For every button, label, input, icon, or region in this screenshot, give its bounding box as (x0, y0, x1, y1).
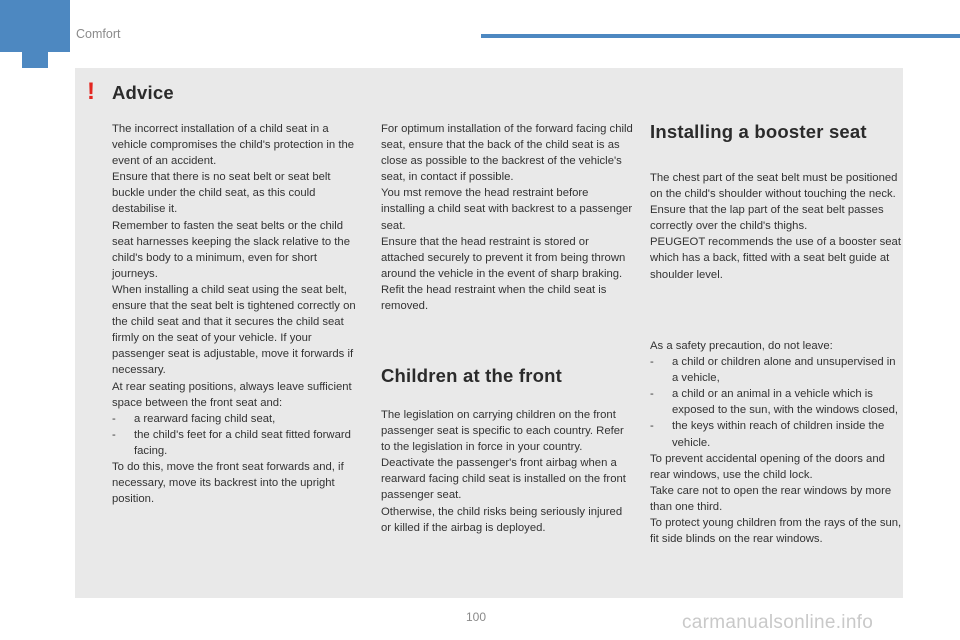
safety-precautions-text (650, 338, 902, 547)
list-item: - a child or children alone and unsupervised in a vehicle, (650, 356, 896, 385)
paragraph: Otherwise, the child risks being seriously injured or killed if the airbag is deployed. (381, 505, 623, 534)
paragraph: The chest part of the seat belt must be positioned on the child's shoulder without touching the neck. (650, 172, 898, 201)
advice-column-1 (112, 121, 358, 507)
paragraph: Ensure that there is no seat belt or seat belt buckle under the child seat, as this could destabilise it. (112, 171, 331, 216)
paragraph: PEUGEOT recommends the use of a booster seat which has a back, fitted with a seat belt guide at shoulder level. (650, 236, 901, 281)
paragraph: Remember to fasten the seat belts or the child seat harnesses keeping the slack relative to the child's body to a minimum, even for short journeys. (112, 219, 351, 280)
paragraph: To do this, move the front seat forwards and, if necessary, move its backrest into the upright position. (112, 460, 344, 506)
paragraph: Take care not to open the rear windows by more than one third. (650, 484, 892, 513)
watermark: carmanualsonline.info (682, 612, 874, 633)
paragraph: For optimum installation of the forward facing child seat, ensure that the back of the child seat is as close as possible to the backrest of the vehicle's seat, in contact if possible. (381, 123, 633, 184)
bullet-dash: - (112, 428, 116, 441)
paragraph: As a safety precaution, do not leave: (650, 340, 833, 352)
header-rule (481, 34, 960, 38)
paragraph: At rear seating positions, always leave sufficient space between the front seat and: (112, 380, 352, 409)
paragraph: To prevent accidental opening of the doors and rear windows, use the child lock. (650, 452, 885, 481)
bullet-dash: - (650, 356, 654, 369)
booster-seat-text (650, 170, 902, 283)
children-front-heading: Children at the front (381, 365, 562, 386)
bullet-dash: - (650, 388, 654, 401)
children-front-text (381, 407, 633, 536)
list-item: - the keys within reach of children inside the vehicle. (650, 420, 885, 449)
paragraph: Ensure that the lap part of the seat belt passes correctly over the child's thighs. (650, 204, 884, 233)
advice-column-2 (381, 121, 633, 314)
advice-heading: Advice (112, 82, 174, 103)
exclamation-warning-icon: ! (87, 78, 95, 105)
paragraph: You mst remove the head restraint before installing a child seat with backrest to a passenger seat. (381, 187, 633, 232)
booster-seat-heading: Installing a booster seat (650, 121, 867, 142)
bullet-dash: - (112, 412, 116, 425)
paragraph: The legislation on carrying children on the front passenger seat is specific to each country. Refer to the legislation in force in your country. (381, 409, 624, 454)
paragraph: Ensure that the head restraint is stored or attached securely to prevent it from being thrown around the vehicle in the event of sharp braking. Refit the head restraint when the child seat is removed. (381, 235, 626, 313)
bullet-dash: - (650, 420, 654, 433)
page-number: 100 (466, 610, 487, 624)
paragraph: Deactivate the passenger's front airbag when a rearward facing child seat is installed on the front passenger seat. (381, 457, 626, 502)
paragraph: To protect young children from the rays of the sun, fit side blinds on the rear windows. (650, 517, 902, 546)
list-item: - a child or an animal in a vehicle which is exposed to the sun, with the windows closed, (650, 388, 899, 417)
tab-notch-left (0, 52, 22, 68)
section-title: Comfort (76, 27, 121, 41)
list-item: - the child's feet for a child seat fitted forward facing. (112, 428, 351, 457)
list-item: - a rearward facing child seat, (112, 411, 358, 427)
paragraph: The incorrect installation of a child seat in a vehicle compromises the child's protection in the event of an accident. (112, 123, 355, 168)
tab-notch-right (48, 52, 70, 68)
paragraph: When installing a child seat using the seat belt, ensure that the seat belt is tightened correctly on the child seat and that it secures the child seat firmly on the seat of your vehicle. If your passenger seat is adjustable, move it forwards if necessary. (112, 283, 356, 377)
